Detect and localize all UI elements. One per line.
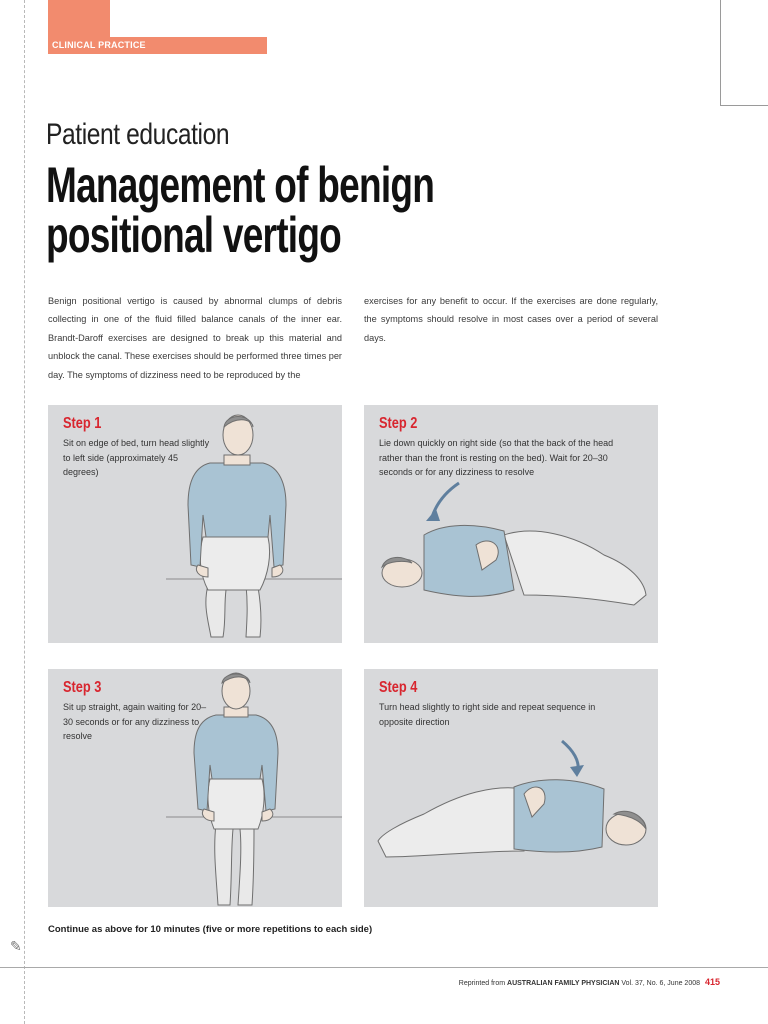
page-number: 415 [704, 977, 720, 987]
step-3-title: Step 3 [63, 679, 102, 696]
frame-line-vertical [720, 0, 721, 106]
intro-column-2: exercises for any benefit to occur. If the exercises are done regularly, the symptoms should resolve in most cases over a period of several days. [364, 296, 658, 343]
continue-instruction: Continue as above for 10 minutes (five or more repetitions to each side) [48, 924, 373, 935]
reprint-prefix: Reprinted from [458, 980, 506, 987]
article-title [46, 157, 435, 263]
article-title-line1: Management of benign [46, 157, 435, 213]
step-2-title: Step 2 [379, 415, 418, 432]
step-1-title: Step 1 [63, 415, 102, 432]
step-4-title: Step 4 [379, 679, 418, 696]
publication-name: AUSTRALIAN FAMILY PHYSICIAN [507, 980, 620, 987]
frame-line-horizontal [720, 105, 768, 106]
issue-info: Vol. 37, No. 6, June 2008 [621, 980, 701, 987]
article-kicker: Patient education [46, 118, 230, 151]
step-3-text: Sit up straight, again waiting for 20–30 seconds or for any dizziness to resolve [63, 702, 207, 742]
step-1-panel [48, 405, 342, 643]
step-3-panel [48, 669, 342, 907]
step-2-panel [364, 405, 658, 643]
footer-rule [0, 967, 768, 968]
step-4-panel [364, 669, 658, 907]
rotation-arrow-icon [562, 741, 578, 769]
reprint-line [459, 977, 720, 987]
section-label: CLINICAL PRACTICE [48, 37, 267, 54]
step-4-text: Turn head slightly to right side and repeat sequence in opposite direction [379, 702, 596, 727]
step-1-text: Sit on edge of bed, turn head slightly to left side (approximately 45 degrees) [63, 438, 210, 478]
intro-column-1: Benign positional vertigo is caused by abnormal clumps of debris collecting in one of the fluid filled balance canals of the inner ear. Brandt-Daroff exercises are designed to break up this material and unblock the canal. These exercises should be performed three times per day. The symptoms of dizziness need to be reproduced by the [48, 296, 342, 380]
article-title-line2: positional vertigo [46, 207, 342, 263]
section-tab-accent [48, 0, 110, 40]
crop-mark-icon: ✎ [10, 938, 22, 954]
crop-mark-line [24, 0, 25, 1024]
step-2-text: Lie down quickly on right side (so that the back of the head rather than the front is resting on the bed). Wait for 20–30 seconds or for any dizziness to resolve [379, 438, 614, 478]
